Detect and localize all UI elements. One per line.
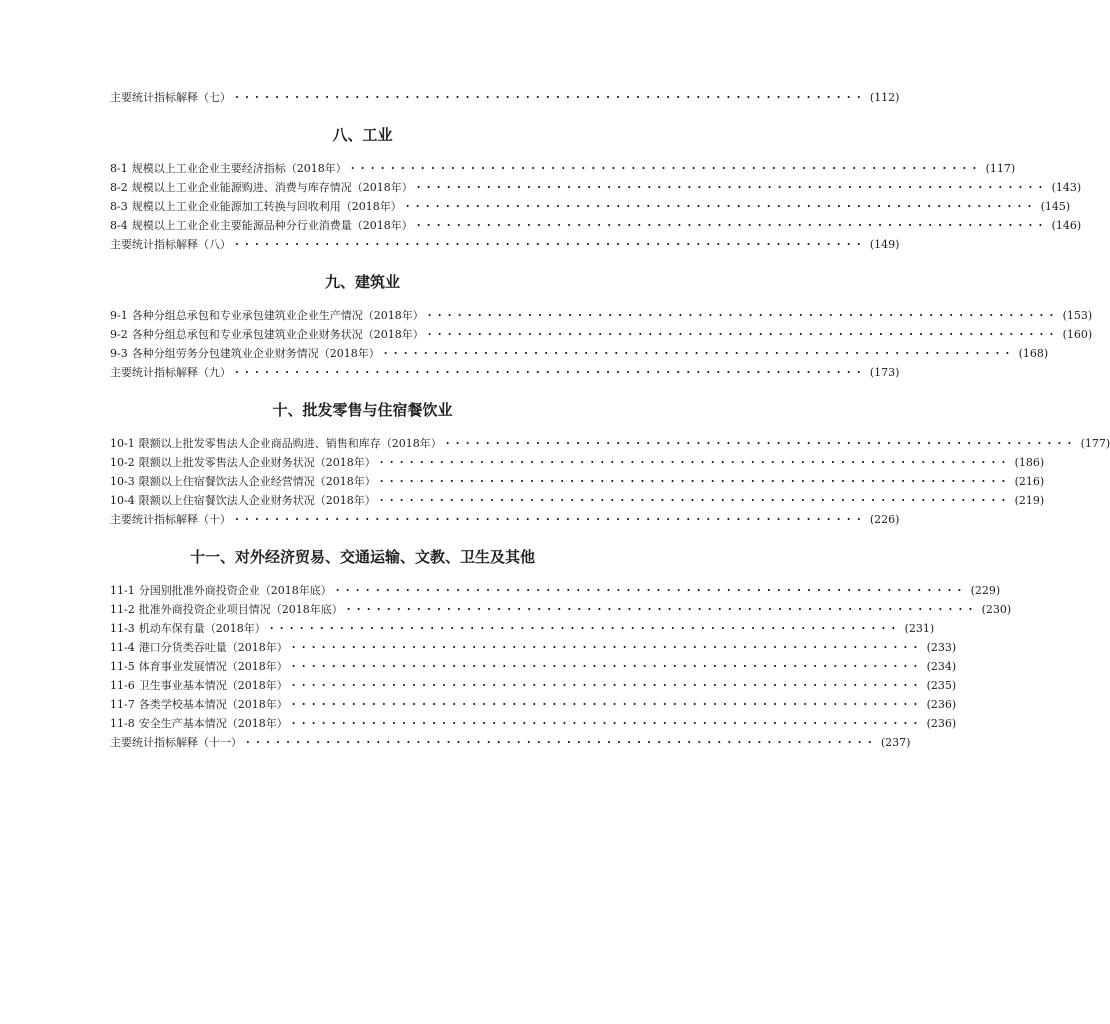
toc-entry[interactable] xyxy=(110,216,1082,235)
page-number: (234) xyxy=(926,660,957,673)
toc-entry[interactable] xyxy=(110,159,1016,178)
entry-number: 11-5 xyxy=(110,660,135,673)
entry-title: 各种分组总承包和专业承包建筑业企业生产情况（2018年） xyxy=(131,309,424,322)
dot-leader: ······························································· xyxy=(235,366,867,379)
dot-leader: ······························································· xyxy=(379,475,1012,488)
page-number: (153) xyxy=(1062,309,1093,322)
dot-leader: ······························································· xyxy=(291,679,924,692)
entry-number: 11-3 xyxy=(110,622,135,635)
dot-leader: ······························································· xyxy=(346,603,979,616)
toc-entry[interactable] xyxy=(110,235,900,254)
page-number: (117) xyxy=(985,162,1016,175)
dot-leader: ······························································· xyxy=(246,736,878,749)
entry-number: 8-4 xyxy=(110,219,128,232)
toc-entry[interactable] xyxy=(110,88,900,107)
page-number: (216) xyxy=(1014,475,1045,488)
dot-leader: ······························································· xyxy=(335,584,968,597)
dot-leader: ······························································· xyxy=(235,238,867,251)
spacer xyxy=(110,107,615,125)
entry-number: 11-6 xyxy=(110,679,135,692)
page-number: (160) xyxy=(1062,328,1093,341)
dot-leader: ······························································· xyxy=(291,698,924,711)
spacer xyxy=(110,292,615,306)
entry-title: 主要统计指标解释（七） xyxy=(110,91,231,104)
spacer xyxy=(110,420,615,434)
dot-leader: ······························································· xyxy=(291,660,924,673)
page-number: (173) xyxy=(869,366,900,379)
entry-number: 10-3 xyxy=(110,475,135,488)
page-number: (149) xyxy=(869,238,900,251)
entry-title: 限额以上住宿餐饮法人企业财务状况（2018年） xyxy=(138,494,376,507)
toc-entry[interactable] xyxy=(110,178,1082,197)
entry-title: 批准外商投资企业项目情况（2018年底） xyxy=(138,603,343,616)
toc-entry[interactable] xyxy=(110,619,935,638)
dot-leader: ······························································· xyxy=(427,309,1060,322)
dot-leader: ······························································· xyxy=(405,200,1038,213)
dot-leader: ······························································· xyxy=(416,219,1049,232)
entry-title: 规模以上工业企业主要能源品种分行业消费量（2018年） xyxy=(131,219,413,232)
entry-number: 10-4 xyxy=(110,494,135,507)
table-of-contents xyxy=(110,88,1110,752)
entry-number: 8-2 xyxy=(110,181,128,194)
entry-title: 各种分组总承包和专业承包建筑业企业财务状况（2018年） xyxy=(131,328,424,341)
page-number: (146) xyxy=(1051,219,1082,232)
page-number: (145) xyxy=(1040,200,1071,213)
entry-title: 主要统计指标解释（十） xyxy=(110,513,231,526)
entry-number: 11-4 xyxy=(110,641,135,654)
entry-title: 规模以上工业企业能源购进、消费与库存情况（2018年） xyxy=(131,181,413,194)
toc-entry[interactable] xyxy=(110,344,1049,363)
entry-title: 主要统计指标解释（八） xyxy=(110,238,231,251)
page-number: (231) xyxy=(904,622,935,635)
toc-entry[interactable] xyxy=(110,434,1110,453)
entry-number: 9-2 xyxy=(110,328,128,341)
entry-number: 11-7 xyxy=(110,698,135,711)
entry-title: 港口分货类吞吐量（2018年） xyxy=(138,641,288,654)
entry-number: 9-3 xyxy=(110,347,128,360)
page-number: (236) xyxy=(926,698,957,711)
page-number: (237) xyxy=(880,736,911,749)
entry-title: 体育事业发展情况（2018年） xyxy=(138,660,288,673)
section-heading: 九、建筑业 xyxy=(324,273,400,291)
entry-title: 各类学校基本情况（2018年） xyxy=(138,698,288,711)
toc-entry[interactable] xyxy=(110,714,957,733)
section-heading: 十、批发零售与住宿餐饮业 xyxy=(272,401,453,419)
entry-title: 主要统计指标解释（九） xyxy=(110,366,231,379)
toc-entry[interactable] xyxy=(110,197,1071,216)
dot-leader: ······························································· xyxy=(269,622,902,635)
page-number: (219) xyxy=(1014,494,1045,507)
entry-number: 11-2 xyxy=(110,603,135,616)
entry-title: 分国别批准外商投资企业（2018年底） xyxy=(138,584,332,597)
dot-leader: ······························································· xyxy=(379,456,1012,469)
page-number: (233) xyxy=(926,641,957,654)
spacer xyxy=(110,145,615,159)
page-number: (226) xyxy=(869,513,900,526)
toc-entry[interactable] xyxy=(110,676,957,695)
page-number: (112) xyxy=(869,91,900,104)
toc-entry[interactable] xyxy=(110,638,957,657)
section-heading: 八、工业 xyxy=(332,126,393,144)
toc-entry[interactable] xyxy=(110,510,900,529)
dot-leader: ······························································· xyxy=(445,437,1078,450)
section-heading: 十一、对外经济贸易、交通运输、文教、卫生及其他 xyxy=(189,548,535,566)
entry-title: 安全生产基本情况（2018年） xyxy=(138,717,288,730)
toc-entry[interactable] xyxy=(110,472,1045,491)
dot-leader: ······························································· xyxy=(291,717,924,730)
page-number: (235) xyxy=(926,679,957,692)
dot-leader: ······························································· xyxy=(383,347,1016,360)
toc-entry[interactable] xyxy=(110,657,957,676)
page-number: (186) xyxy=(1014,456,1045,469)
entry-title: 主要统计指标解释（十一） xyxy=(110,736,242,749)
dot-leader: ······························································· xyxy=(416,181,1049,194)
entry-number: 10-1 xyxy=(110,437,135,450)
entry-title: 规模以上工业企业能源加工转换与回收利用（2018年） xyxy=(131,200,402,213)
page-number: (143) xyxy=(1051,181,1082,194)
spacer xyxy=(110,382,615,400)
entry-title: 限额以上批发零售法人企业财务状况（2018年） xyxy=(138,456,376,469)
page-number: (236) xyxy=(926,717,957,730)
entry-number: 11-8 xyxy=(110,717,135,730)
dot-leader: ······························································· xyxy=(350,162,983,175)
spacer xyxy=(110,567,615,581)
dot-leader: ······························································· xyxy=(427,328,1060,341)
toc-entry[interactable] xyxy=(110,363,900,382)
dot-leader: ······························································· xyxy=(379,494,1012,507)
entry-number: 9-1 xyxy=(110,309,128,322)
entry-title: 卫生事业基本情况（2018年） xyxy=(138,679,288,692)
page-number: (230) xyxy=(981,603,1012,616)
dot-leader: ······························································· xyxy=(235,91,867,104)
spacer xyxy=(110,529,615,547)
page-number: (168) xyxy=(1018,347,1049,360)
toc-entry[interactable] xyxy=(110,306,1093,325)
entry-title: 限额以上批发零售法人企业商品购进、销售和库存（2018年） xyxy=(138,437,442,450)
entry-title: 各种分组劳务分包建筑业企业财务情况（2018年） xyxy=(131,347,380,360)
toc-entry[interactable] xyxy=(110,581,1001,600)
page-number: (229) xyxy=(970,584,1001,597)
toc-entry[interactable] xyxy=(110,453,1045,472)
toc-entry[interactable] xyxy=(110,695,957,714)
page-number: (177) xyxy=(1080,437,1110,450)
entry-title: 限额以上住宿餐饮法人企业经营情况（2018年） xyxy=(138,475,376,488)
entry-number: 11-1 xyxy=(110,584,135,597)
entry-number: 8-3 xyxy=(110,200,128,213)
entry-title: 规模以上工业企业主要经济指标（2018年） xyxy=(131,162,347,175)
entry-number: 10-2 xyxy=(110,456,135,469)
toc-entry[interactable] xyxy=(110,600,1012,619)
entry-title: 机动车保有量（2018年） xyxy=(138,622,266,635)
spacer xyxy=(110,254,615,272)
entry-number: 8-1 xyxy=(110,162,128,175)
dot-leader: ······························································· xyxy=(291,641,924,654)
toc-entry[interactable] xyxy=(110,491,1045,510)
toc-entry[interactable] xyxy=(110,325,1093,344)
dot-leader: ······························································· xyxy=(235,513,867,526)
toc-entry[interactable] xyxy=(110,733,911,752)
